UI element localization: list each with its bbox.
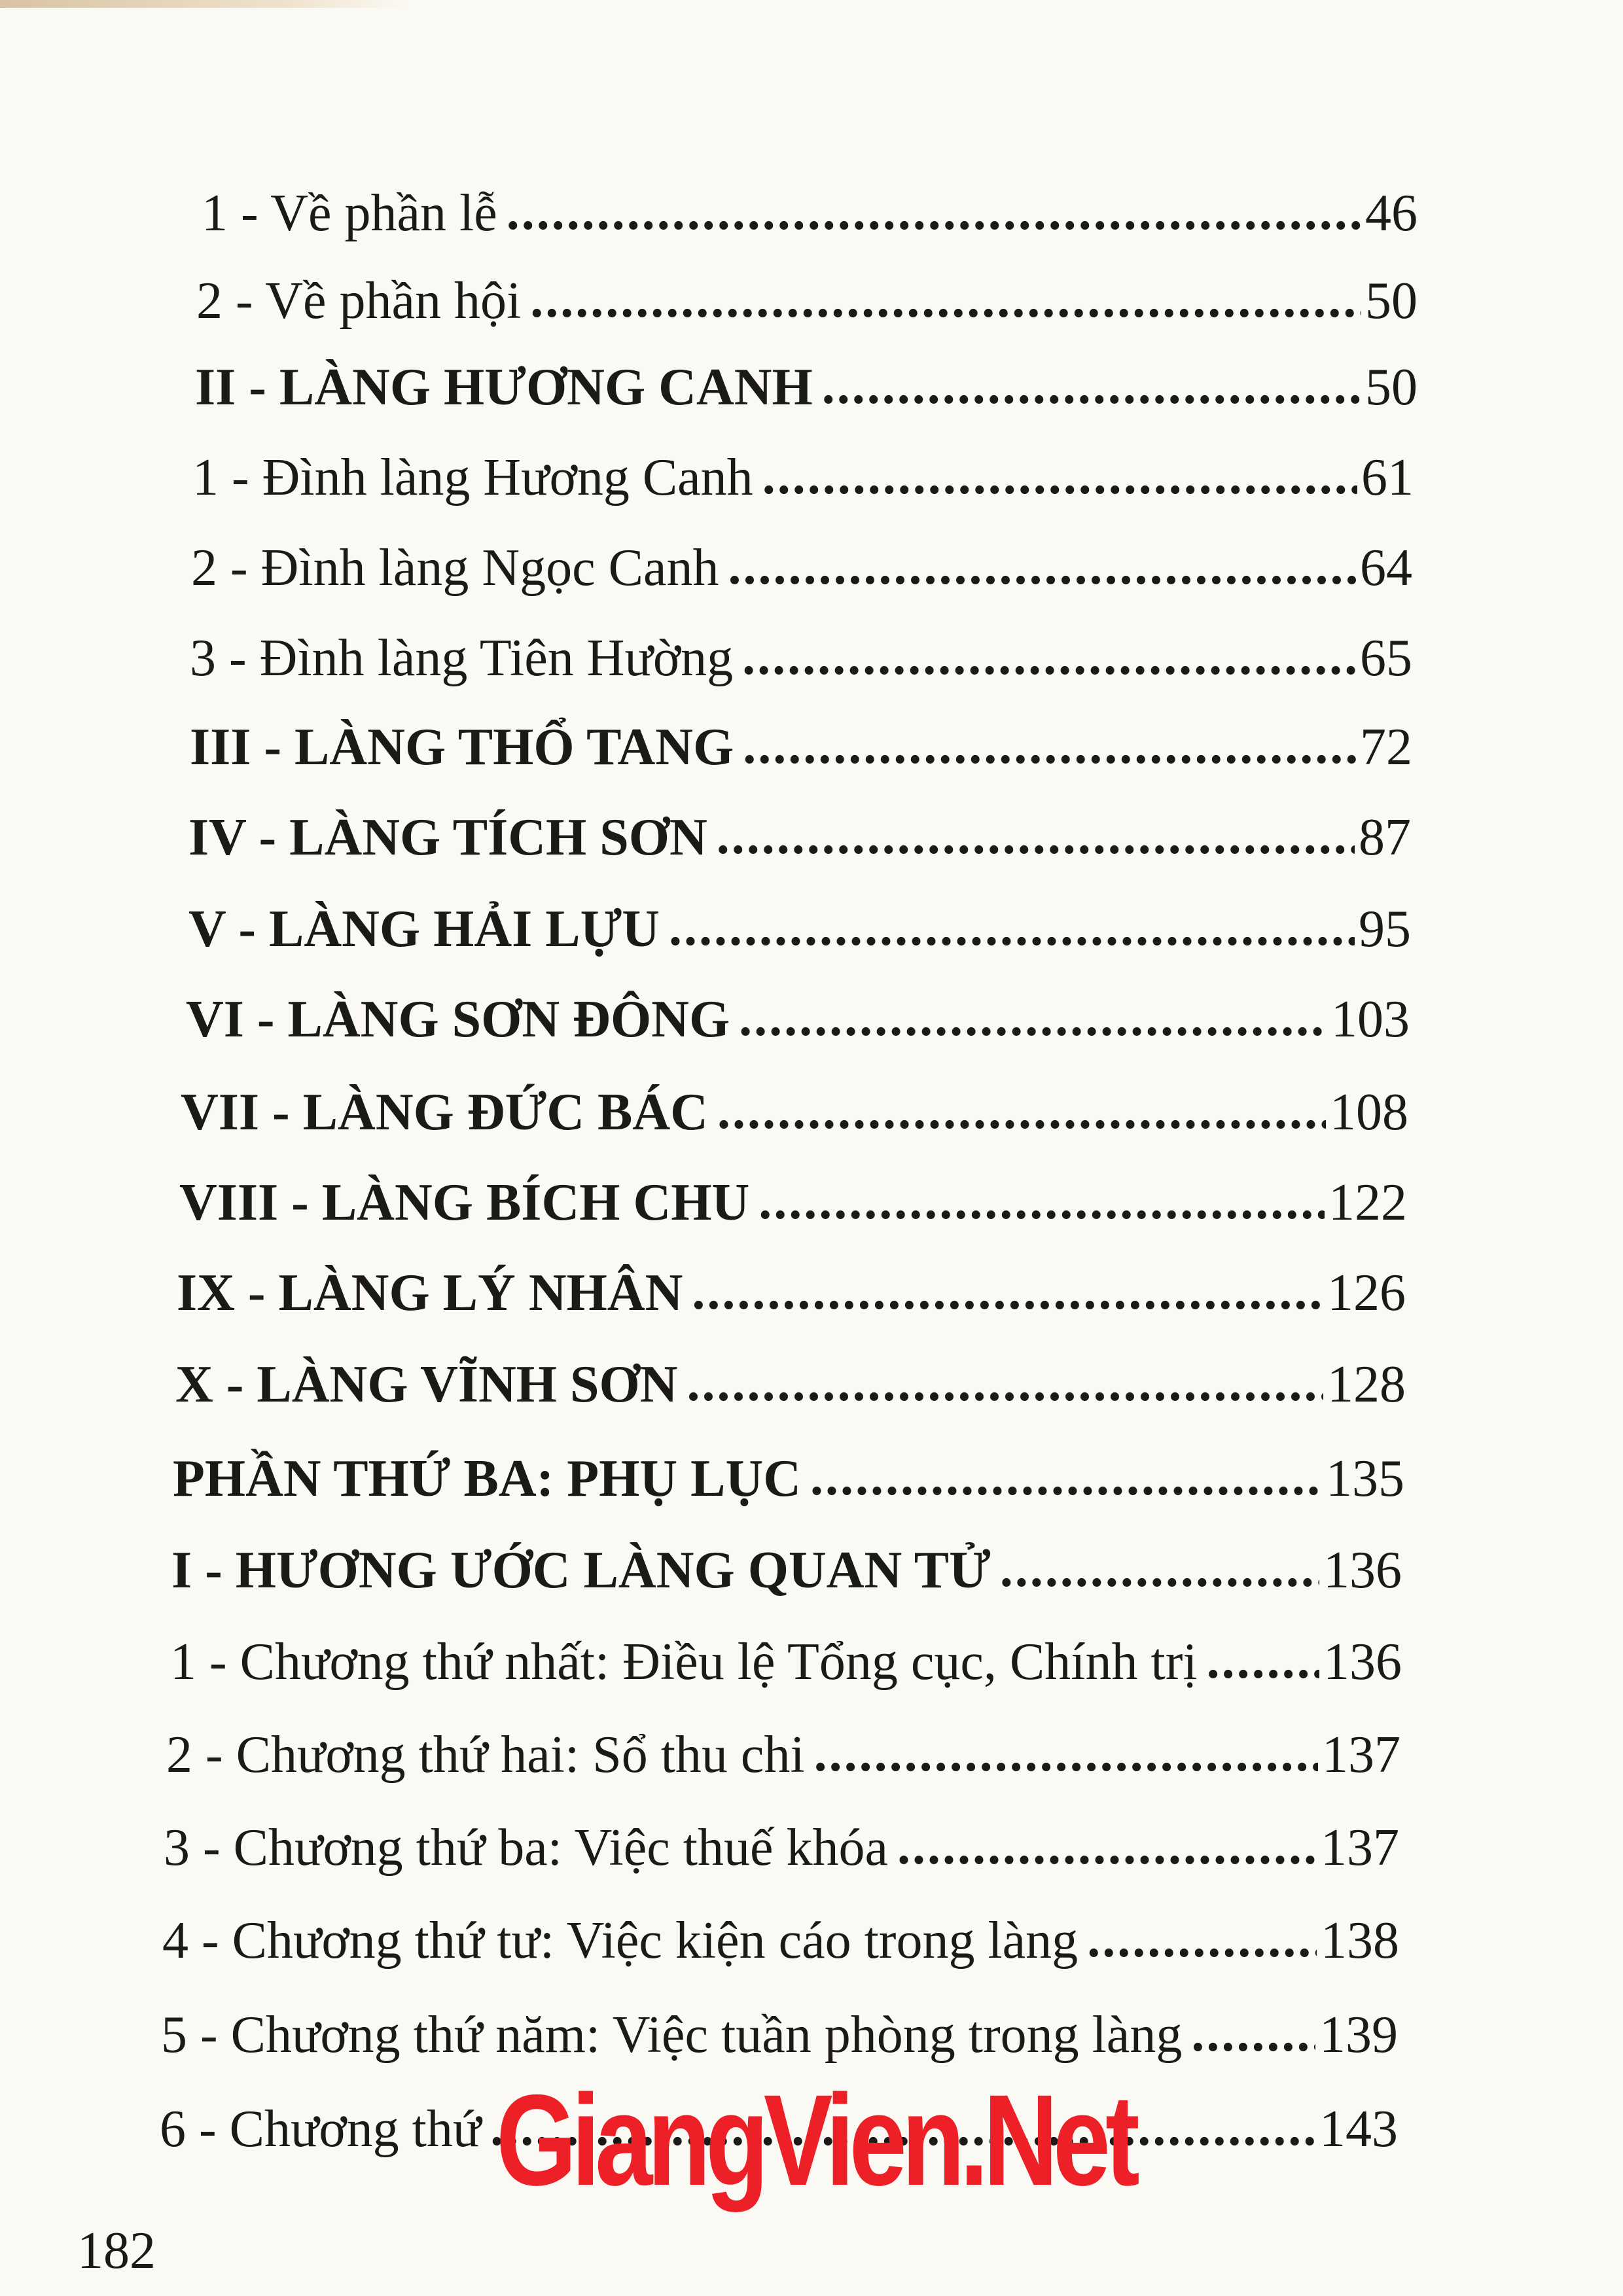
toc-entry-title: V - LÀNG HẢI LỰU	[188, 900, 660, 958]
toc-entry	[192, 445, 1414, 510]
toc-entry	[190, 626, 1412, 691]
toc-entry	[196, 268, 1418, 334]
toc-entry-title: 3 - Đình làng Tiên Hường	[190, 629, 734, 687]
toc-dot-leader	[530, 267, 1361, 332]
toc-entry-title: VIII - LÀNG BÍCH CHU	[179, 1174, 750, 1231]
toc-entry-page: 136	[1323, 1633, 1402, 1691]
toc-entry	[164, 1815, 1399, 1881]
toc-entry-page: 46	[1365, 185, 1418, 242]
toc-entry-title: II - LÀNG HƯƠNG CANH	[195, 359, 813, 416]
toc-entry-page: 126	[1327, 1264, 1406, 1322]
toc-entry-page: 138	[1321, 1912, 1399, 1969]
toc-dot-leader	[810, 1445, 1322, 1510]
toc-entry	[161, 2002, 1398, 2068]
toc-entry-page: 137	[1321, 1819, 1399, 1877]
toc-entry-page: 128	[1327, 1356, 1406, 1413]
toc-dot-leader	[897, 1814, 1317, 1879]
toc-entry	[191, 535, 1412, 601]
toc-dot-leader	[728, 534, 1356, 599]
toc-dot-leader	[687, 1351, 1324, 1416]
watermark-text: GiangVien.Net	[496, 2068, 1135, 2212]
toc-entry-page: 95	[1359, 900, 1411, 958]
toc-entry-title: VII - LÀNG ĐỨC BÁC	[181, 1084, 708, 1141]
toc-entry-page: 143	[1319, 2100, 1398, 2158]
toc-entry-page: 65	[1360, 629, 1412, 687]
toc-entry	[171, 1538, 1402, 1603]
toc-entry-title: 4 - Chương thứ tư: Việc kiện cáo trong làng	[162, 1912, 1079, 1969]
toc-dot-leader	[1087, 1907, 1317, 1972]
toc-entry-title: VI - LÀNG SƠN ĐÔNG	[186, 991, 730, 1048]
toc-entry	[186, 987, 1410, 1052]
toc-dot-leader	[507, 179, 1361, 245]
toc-entry	[188, 805, 1411, 870]
toc-dot-leader	[758, 1169, 1325, 1234]
toc-dot-leader	[1207, 1628, 1319, 1693]
toc-entry	[179, 1170, 1407, 1235]
toc-entry-title: X - LÀNG VĨNH SƠN	[175, 1356, 678, 1413]
toc-entry	[175, 1352, 1406, 1417]
toc-entry-title: 1 - Chương thứ nhất: Điều lệ Tổng cục, Chính trị	[170, 1633, 1198, 1691]
toc-entry-page: 50	[1365, 359, 1418, 416]
toc-dot-leader	[743, 713, 1356, 779]
toc-dot-leader	[742, 624, 1356, 690]
toc-entry	[166, 1722, 1400, 1788]
toc-entry-title: 2 - Đình làng Ngọc Canh	[191, 539, 719, 597]
toc-dot-leader	[717, 804, 1355, 869]
toc-entry-title: IX - LÀNG LÝ NHÂN	[177, 1264, 683, 1322]
toc-entry-page: 72	[1360, 718, 1412, 776]
toc-entry	[188, 896, 1411, 962]
toc-dot-leader	[814, 1721, 1318, 1786]
toc-entry-page: 139	[1319, 2006, 1398, 2064]
toc-entry-title: 3 - Chương thứ ba: Việc thuế khóa	[164, 1819, 888, 1877]
page-number: 182	[77, 2222, 156, 2280]
toc-entry-title: PHẦN THỨ BA: PHỤ LỤC	[173, 1450, 801, 1508]
toc-dot-leader	[1000, 1536, 1319, 1602]
toc-dot-leader	[692, 1259, 1323, 1324]
toc-entry	[177, 1260, 1406, 1326]
toc-entry-page: 61	[1361, 449, 1414, 506]
toc-entry-title: 2 - Chương thứ hai: Sổ thu chi	[166, 1726, 805, 1784]
toc-dot-leader	[669, 895, 1355, 961]
toc-entry	[202, 181, 1418, 246]
toc-entry-page: 50	[1365, 272, 1418, 330]
toc-entry-page: 136	[1323, 1542, 1402, 1599]
toc-entry-title: 6 - Chương thứ	[160, 2100, 482, 2158]
toc-entry-title: 1 - Đình làng Hương Canh	[192, 449, 753, 506]
toc-entry-title: IV - LÀNG TÍCH SƠN	[188, 809, 707, 866]
toc-entry	[195, 355, 1418, 420]
toc-dot-leader	[739, 985, 1327, 1051]
toc-entry-page: 122	[1329, 1174, 1407, 1231]
toc-dot-leader	[822, 353, 1361, 419]
toc-dot-leader	[1191, 2001, 1315, 2066]
toc-entry-page: 103	[1331, 991, 1410, 1048]
toc-entry-page: 64	[1360, 539, 1412, 597]
toc-entry-title: 2 - Về phần hội	[196, 272, 522, 330]
toc-entry-title: III - LÀNG THỔ TANG	[190, 718, 734, 776]
toc-entry	[181, 1080, 1408, 1145]
toc-entry-page: 108	[1330, 1084, 1408, 1141]
toc-entry	[170, 1629, 1402, 1695]
toc-entry	[162, 1908, 1399, 1973]
toc-dot-leader	[717, 1078, 1326, 1144]
toc-entry-page: 87	[1359, 809, 1411, 866]
toc-entry	[190, 715, 1412, 780]
toc-entry	[173, 1446, 1404, 1511]
toc-dot-leader	[762, 444, 1357, 509]
toc-entry-page: 137	[1322, 1726, 1400, 1784]
toc-entry-title: 5 - Chương thứ năm: Việc tuần phòng trong làng	[161, 2006, 1183, 2064]
toc-entry-title: 1 - Về phần lễ	[202, 185, 497, 242]
toc-entry-page: 135	[1326, 1450, 1404, 1508]
toc-entry-title: I - HƯƠNG ƯỚC LÀNG QUAN TỬ	[171, 1542, 991, 1599]
